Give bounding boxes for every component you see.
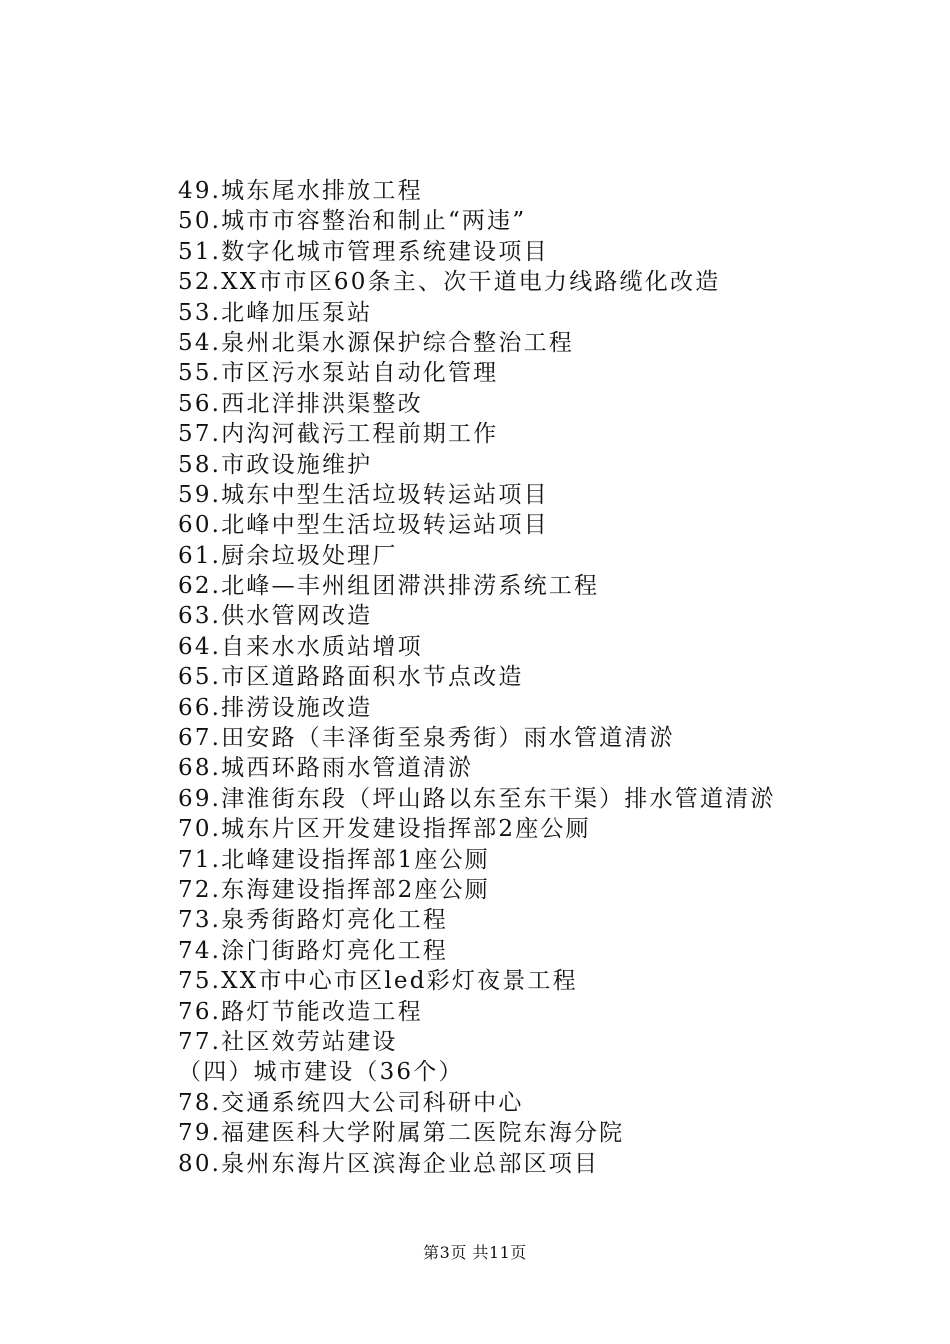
list-item: 68.城西环路雨水管道清淤 <box>178 755 474 782</box>
list-item: 56.西北洋排洪渠整改 <box>178 390 423 417</box>
list-item: 49.城东尾水排放工程 <box>178 178 423 204</box>
list-item: 79.福建医科大学附属第二医院东海分院 <box>178 1120 625 1147</box>
project-list <box>178 176 878 1179</box>
list-item: 63.供水管网改造 <box>178 603 373 630</box>
list-item: 73.泉秀街路灯亮化工程 <box>178 907 448 934</box>
list-item: 58.市政设施维护 <box>178 451 373 478</box>
list-item: 53.北峰加压泵站 <box>178 299 373 326</box>
list-item: 78.交通系统四大公司科研中心 <box>178 1089 524 1116</box>
list-item: 75.XX市中心市区led彩灯夜景工程 <box>178 968 578 995</box>
list-item: 62.北峰—丰州组团滞洪排涝系统工程 <box>178 573 600 600</box>
page-footer: 第3页 共11页 <box>423 1243 527 1262</box>
list-item: 76.路灯节能改造工程 <box>178 998 423 1025</box>
list-item: 67.田安路（丰泽街至泉秀街）雨水管道清淤 <box>178 725 675 752</box>
list-item: 59.城东中型生活垃圾转运站项目 <box>178 481 549 508</box>
list-item: 61.厨余垃圾处理厂 <box>178 542 398 569</box>
list-item: 65.市区道路路面积水节点改造 <box>178 664 524 691</box>
list-item: 64.自来水水质站增项 <box>178 633 423 660</box>
list-item: 71.北峰建设指挥部1座公厕 <box>178 846 491 873</box>
list-item: 77.社区效劳站建设 <box>178 1028 398 1055</box>
list-item: 57.内沟河截污工程前期工作 <box>178 421 499 448</box>
list-item: 70.城东片区开发建设指挥部2座公厕 <box>178 816 591 843</box>
list-item: 74.涂门街路灯亮化工程 <box>178 937 448 964</box>
section-heading: （四）城市建设（36个） <box>178 1059 464 1086</box>
list-item: 66.排涝设施改造 <box>178 694 373 721</box>
list-item: 55.市区污水泵站自动化管理 <box>178 360 499 387</box>
list-item: 69.津淮街东段（坪山路以东至东干渠）排水管道清淤 <box>178 785 776 812</box>
list-item: 80.泉州东海片区滨海企业总部区项目 <box>178 1150 600 1177</box>
list-item: 52.XX市市区60条主、次干道电力线路缆化改造 <box>178 269 721 296</box>
list-item: 54.泉州北渠水源保护综合整治工程 <box>178 329 574 356</box>
list-item: 50.城市市容整治和制止“两违” <box>178 208 527 235</box>
list-item: 72.东海建设指挥部2座公厕 <box>178 876 491 903</box>
list-item: 60.北峰中型生活垃圾转运站项目 <box>178 512 549 539</box>
list-item: 51.数字化城市管理系统建设项目 <box>178 238 549 265</box>
